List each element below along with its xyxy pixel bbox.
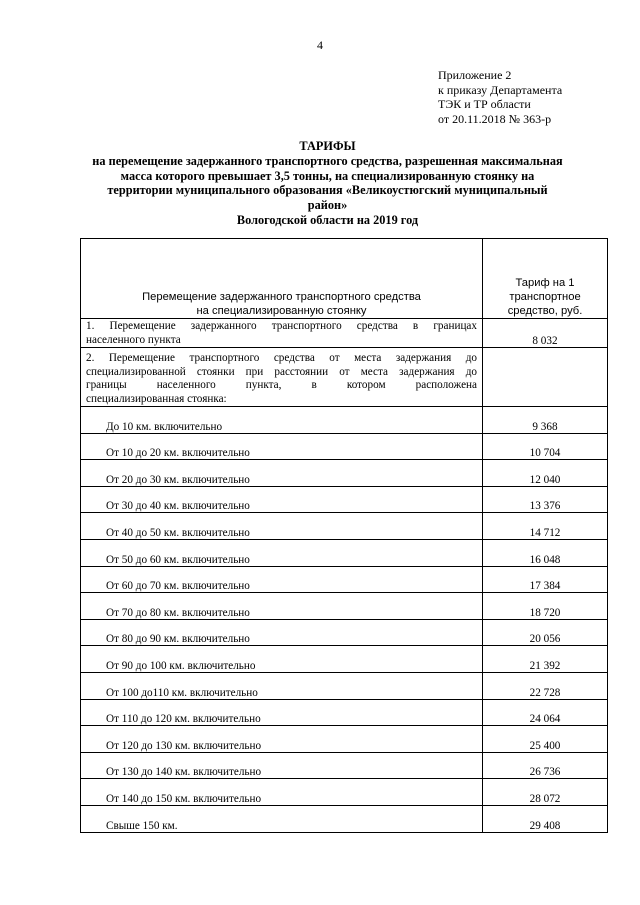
table-row	[81, 726, 608, 753]
table-row	[81, 460, 608, 487]
appendix-line: к приказу Департамента	[438, 82, 563, 97]
table-row	[81, 348, 608, 407]
table-row	[81, 805, 608, 832]
distance-label: От 70 до 80 км. включительно	[81, 593, 483, 620]
row-value: 8 032	[483, 319, 608, 348]
table-row	[81, 539, 608, 566]
distance-tariff: 14 712	[483, 513, 608, 540]
distance-tariff: 29 408	[483, 805, 608, 832]
distance-tariff: 20 056	[483, 619, 608, 646]
row-label-line: населенного пункта	[86, 333, 181, 346]
table-row	[81, 619, 608, 646]
document-title	[60, 139, 595, 228]
title-heading: ТАРИФЫ	[299, 139, 356, 153]
table-header-row	[81, 239, 608, 319]
title-line: территории муниципального образования «Великоустюгский муниципальный	[107, 183, 548, 198]
row-label-line: специализированной стоянки при расстоянии от места задержания до	[86, 365, 477, 378]
row-label-line: границы населенного пункта, в котором расположена	[86, 379, 477, 391]
distance-label: От 120 до 130 км. включительно	[81, 726, 483, 753]
row-label	[81, 319, 483, 348]
table-row	[81, 699, 608, 726]
distance-label: До 10 км. включительно	[81, 407, 483, 434]
distance-tariff: 26 736	[483, 752, 608, 779]
title-line: масса которого превышает 3,5 тонны, на специализированную стоянку на	[120, 168, 535, 183]
title-line: на перемещение задержанного транспортного средства, разрешенная максимальная	[92, 153, 563, 168]
table-row	[81, 319, 608, 348]
appendix-note	[438, 68, 562, 126]
distance-label: От 30 до 40 км. включительно	[81, 486, 483, 513]
header-service: Перемещение задержанного транспортного средства на специализированную стоянку	[81, 239, 483, 319]
table-row	[81, 566, 608, 593]
tariff-table	[80, 238, 608, 833]
distance-tariff: 13 376	[483, 486, 608, 513]
row-value	[483, 348, 608, 407]
table-row	[81, 593, 608, 620]
header-tariff: Тариф на 1 транспортное средство, руб.	[483, 239, 608, 319]
distance-tariff: 24 064	[483, 699, 608, 726]
table-row	[81, 752, 608, 779]
distance-tariff: 12 040	[483, 460, 608, 487]
distance-label: От 80 до 90 км. включительно	[81, 619, 483, 646]
row-label	[81, 348, 483, 407]
distance-label: От 110 до 120 км. включительно	[81, 699, 483, 726]
distance-label: От 40 до 50 км. включительно	[81, 513, 483, 540]
table-row	[81, 407, 608, 434]
row-label-line: 1. Перемещение задержанного транспортного средства в границах	[86, 320, 477, 332]
appendix-line: ТЭК и ТР области	[438, 97, 531, 111]
table-row	[81, 513, 608, 540]
distance-label: От 20 до 30 км. включительно	[81, 460, 483, 487]
distance-label: От 10 до 20 км. включительно	[81, 433, 483, 460]
row-label-line: 2. Перемещение транспортного средства от места задержания до	[86, 352, 477, 364]
distance-tariff: 16 048	[483, 539, 608, 566]
page-number: 4	[317, 38, 323, 52]
table-row	[81, 486, 608, 513]
row-label-line: специализированная стоянка:	[86, 392, 227, 405]
distance-label: От 100 до110 км. включительно	[81, 672, 483, 699]
distance-tariff: 28 072	[483, 779, 608, 806]
table-row	[81, 779, 608, 806]
distance-tariff: 10 704	[483, 433, 608, 460]
distance-label: Свыше 150 км.	[81, 805, 483, 832]
title-line: район»	[307, 198, 348, 213]
title-line: Вологодской области на 2019 год	[236, 212, 419, 227]
distance-label: От 90 до 100 км. включительно	[81, 646, 483, 673]
distance-tariff: 25 400	[483, 726, 608, 753]
distance-tariff: 22 728	[483, 672, 608, 699]
distance-tariff: 9 368	[483, 407, 608, 434]
distance-label: От 130 до 140 км. включительно	[81, 752, 483, 779]
table-row	[81, 433, 608, 460]
appendix-line: Приложение 2	[438, 68, 512, 82]
table-row	[81, 672, 608, 699]
distance-tariff: 18 720	[483, 593, 608, 620]
distance-label: От 60 до 70 км. включительно	[81, 566, 483, 593]
distance-tariff: 17 384	[483, 566, 608, 593]
distance-label: От 50 до 60 км. включительно	[81, 539, 483, 566]
appendix-line: от 20.11.2018 № 363-р	[438, 111, 552, 126]
distance-tariff: 21 392	[483, 646, 608, 673]
distance-label: От 140 до 150 км. включительно	[81, 779, 483, 806]
table-row	[81, 646, 608, 673]
